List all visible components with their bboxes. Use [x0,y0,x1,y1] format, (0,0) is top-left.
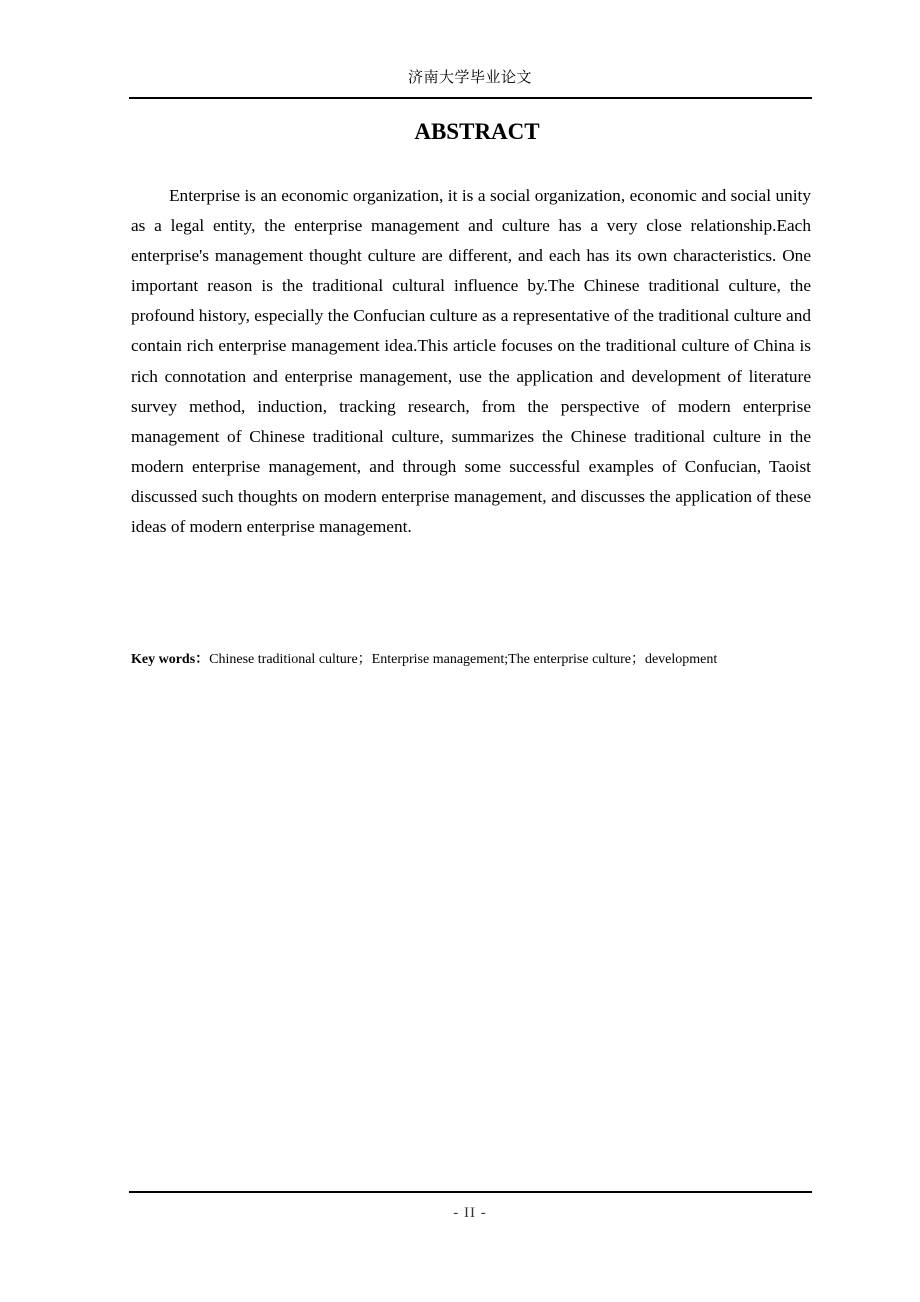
page-number: - II - [453,1205,487,1221]
keywords-text: Chinese traditional culture；Enterprise management;The enterprise culture；development [209,652,718,667]
keywords-line [131,650,831,670]
header-divider [129,97,812,99]
abstract-heading: ABSTRACT [414,119,540,144]
footer-divider [129,1191,812,1193]
abstract-body: Enterprise is an economic organization, it is a social organization, economic and social unity as a legal entity, the enterprise management and culture has a very close relationship.Each enterprise's management thought culture are different, and each has its own characteristics. One important reason is the traditional cultural influence by.The Chinese traditional culture, the profound history, especially the Confucian culture as a representative of the traditional culture and contain rich enterprise management idea.This article focuses on the traditional culture of China is rich connotation and enterprise management, use the application and development of literature survey method, induction, tracking research, from the perspective of modern enterprise management of Chinese traditional culture, summarizes the Chinese traditional culture in the modern enterprise management, and through some successful examples of Confucian, Taoist discussed such thoughts on modern enterprise management, and discusses the application of these ideas of modern enterprise management. [131,186,811,537]
running-header-title: 济南大学毕业论文 [407,70,532,86]
keywords-label: Key words： [131,652,210,667]
